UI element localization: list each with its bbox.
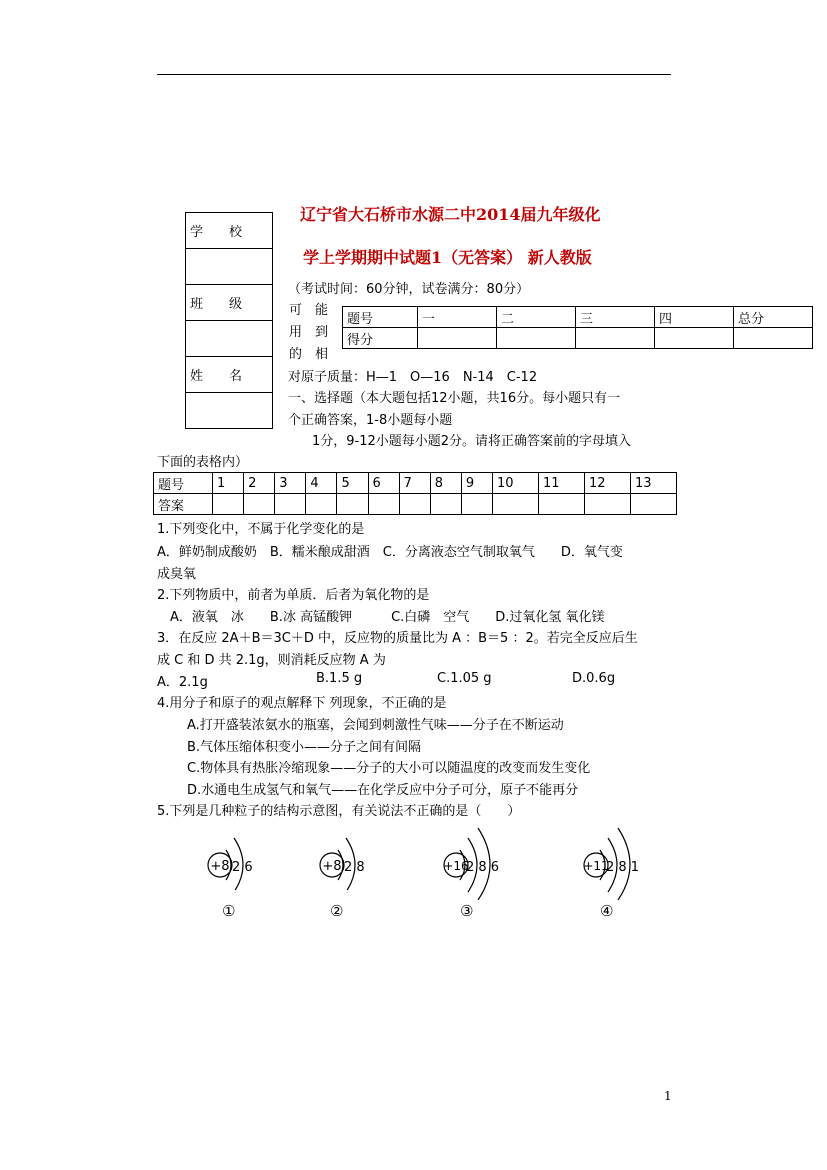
title-line-2: 学上学期期中试题1（无答案） 新人教版 [303,248,592,267]
answer-input-cell[interactable] [461,494,492,515]
section1-line2: 个正确答案，1-8小题每小题 [288,413,453,428]
atomic-mass: 对原子质量：H—1 O—16 N-14 C-12 [288,370,538,385]
question-3-cont: 成 C 和 D 共 2.1g，则消耗反应物 A 为 [157,653,386,668]
answer-number-cell: 2 [244,473,275,494]
particle-4-electrons: 2 8 1 [606,860,640,875]
header-rule [157,74,671,75]
score-cell[interactable] [655,328,734,349]
answer-input-cell[interactable] [430,494,461,515]
answer-number-cell: 3 [275,473,306,494]
name-field[interactable] [186,393,273,429]
mass-label-1: 可 能 [289,303,329,318]
question-4-option-d: D.水通电生成氢气和氧气——在化学反应中分子可分，原子不能再分 [187,783,579,798]
question-3: 3．在反应 2A＋B＝3C＋D 中，反应物的质量比为 A ：B＝5 ：2。若完全反应后生 [157,631,638,646]
particle-2-electrons: 2 8 [344,860,365,875]
answer-number-cell: 10 [492,473,538,494]
answer-header-label: 题号 [154,473,213,494]
question-5: 5.下列是几种粒子的结构示意图，有关说法不正确的是（ ） [157,804,521,819]
score-header-2: 二 [497,307,576,328]
answer-number-cell: 11 [538,473,584,494]
particle-3-label: ③ [460,902,474,920]
section1-line1: 一、选择题（本大题包括12小题，共16分。每小题只有一 [288,391,621,406]
score-cell[interactable] [576,328,655,349]
answer-input-cell[interactable] [630,494,676,515]
answer-input-cell[interactable] [244,494,275,515]
score-table [342,306,813,349]
answer-input-cell[interactable] [306,494,337,515]
particle-3-electrons: 2 8 6 [466,860,500,875]
question-2: 2.下列物质中，前者为单质．后者为氧化物的是 [157,588,430,603]
particle-1-label: ① [222,902,236,920]
question-4: 4.用分子和原子的观点解释下 列现象，不正确的是 [157,696,447,711]
question-3-option-c: C.1.05 g [437,671,492,686]
section1-line4: 下面的表格内） [157,455,249,470]
mass-label-2: 用 到 [289,325,329,340]
particle-1-shells [222,820,267,890]
answer-row-label: 答案 [154,494,213,515]
score-header-total: 总分 [734,307,813,328]
page-number: 1 [664,1089,672,1103]
particle-4-shells [596,820,656,900]
answer-number-cell: 1 [213,473,244,494]
particle-3-shells [456,820,516,900]
student-info-table [185,212,273,429]
question-3-option-d: D.0.6g [572,671,616,686]
question-1-options-cont: 成臭氧 [157,567,197,582]
question-1-options: A．鲜奶制成酸奶 B．糯米酿成甜酒 C．分离液态空气制取氧气 D．氧气变 [157,545,623,560]
question-3-option-b: B.1.5 g [316,671,363,686]
score-header-4: 四 [655,307,734,328]
mass-label-3: 的 相 [289,347,329,362]
answer-input-cell[interactable] [275,494,306,515]
answer-number-cell: 5 [337,473,368,494]
answer-number-cell: 9 [461,473,492,494]
particle-1-nucleus: +8 [210,859,230,874]
answer-number-cell: 13 [630,473,676,494]
particle-2-shells [334,820,379,890]
answer-input-cell[interactable] [213,494,244,515]
answer-table [153,472,677,515]
name-label: 姓 名 [186,357,273,393]
score-cell[interactable] [497,328,576,349]
answer-number-cell: 7 [399,473,430,494]
answer-number-cell: 8 [430,473,461,494]
score-cell[interactable] [734,328,813,349]
answer-input-cell[interactable] [538,494,584,515]
exam-info: （考试时间：60分钟，试卷满分：80分） [288,282,530,297]
score-row-label: 得分 [343,328,418,349]
question-4-option-c: C.物体具有热胀冷缩现象——分子的大小可以随温度的改变而发生变化 [187,761,591,776]
particle-1-electrons: 2 6 [232,860,253,875]
particle-3-nucleus: +16 [443,859,469,873]
answer-number-cell: 12 [584,473,630,494]
particle-2-nucleus: +8 [322,859,342,874]
title-line-1: 辽宁省大石桥市水源二中2014届九年级化 [300,205,601,224]
school-field[interactable] [186,249,273,285]
score-header-label: 题号 [343,307,418,328]
question-3-option-a: A．2.1g [157,675,208,690]
question-4-option-a: A.打开盛装浓氨水的瓶塞，会闻到刺激性气味——分子在不断运动 [187,718,564,733]
answer-number-cell: 4 [306,473,337,494]
score-header-3: 三 [576,307,655,328]
answer-input-cell[interactable] [492,494,538,515]
question-2-options: A．液氧 冰 B.冰 高锰酸钾 C.白磷 空气 D.过氧化氢 氧化镁 [157,610,605,625]
school-label: 学 校 [186,213,273,249]
score-header-1: 一 [418,307,497,328]
answer-input-cell[interactable] [337,494,368,515]
answer-input-cell[interactable] [399,494,430,515]
question-4-option-b: B.气体压缩体积变小——分子之间有间隔 [187,740,422,755]
particle-2-label: ② [330,902,344,920]
score-cell[interactable] [418,328,497,349]
answer-number-cell: 6 [368,473,399,494]
particle-4-nucleus: +11 [583,859,609,873]
particle-4-label: ④ [600,902,614,920]
class-field[interactable] [186,321,273,357]
section1-line3: 1分，9-12小题每小题2分。请将正确答案前的字母填入 [312,434,632,449]
answer-input-cell[interactable] [368,494,399,515]
class-label: 班 级 [186,285,273,321]
answer-input-cell[interactable] [584,494,630,515]
question-1: 1.下列变化中，不属于化学变化的是 [157,522,365,537]
